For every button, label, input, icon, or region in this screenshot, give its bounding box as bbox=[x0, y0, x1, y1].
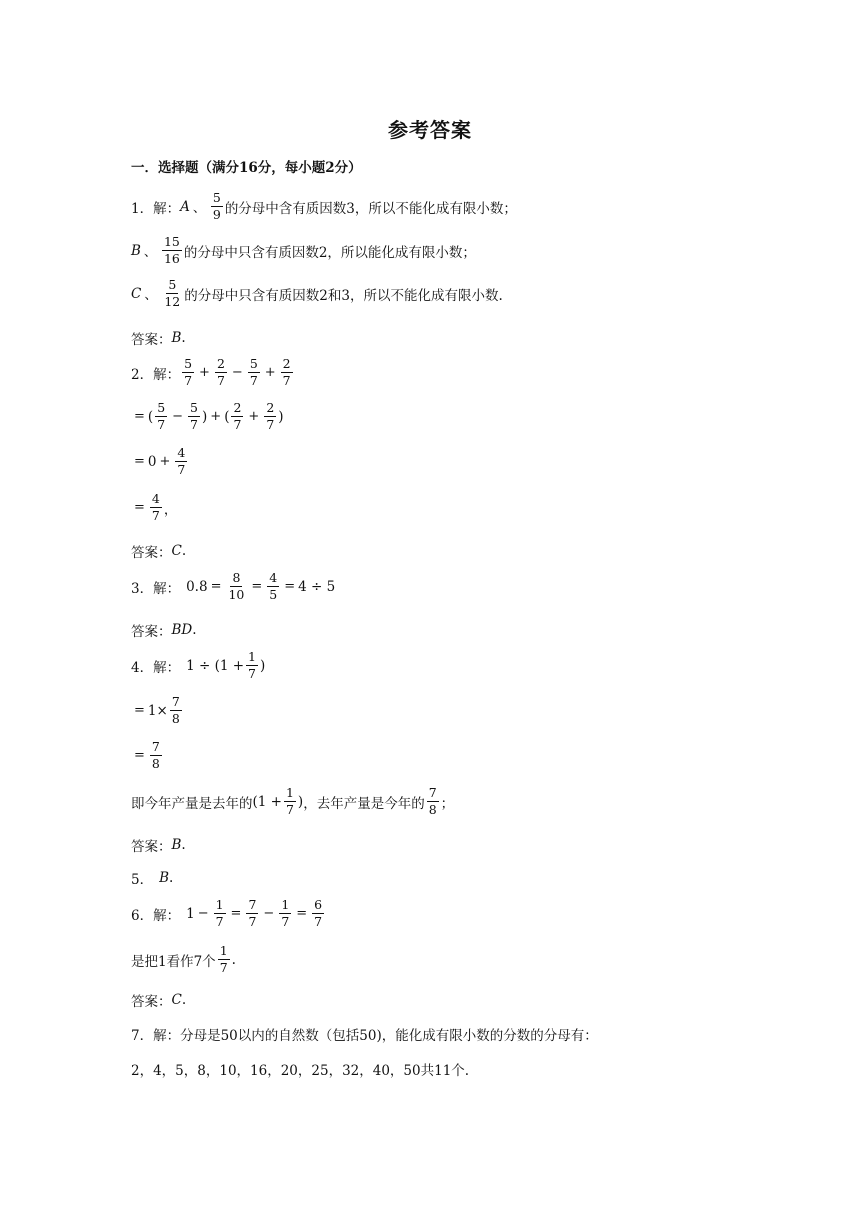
q4-line-2: = 1× $\frac{7}{8}$ bbox=[134, 694, 180, 726]
q7-line-1: 7．解： 分母是50以内的自然数（包括50)，能化成有限小数的分数的分母有： bbox=[131, 1028, 598, 1044]
q4-line-3: = $\frac{7}{8}$ bbox=[134, 739, 160, 771]
fraction: 5 12 bbox=[164, 277, 181, 309]
page-title: 参考答案 bbox=[388, 118, 472, 142]
q2-line-1: 2．解： 5 7 + $\frac{2}{7}$ − $\frac{5}{7}$ + $\frac{2}{7}$ bbox=[131, 356, 291, 388]
section-heading: 一．选择题（满分16分，每小题2分） bbox=[131, 160, 362, 176]
q6-line-1: 6．解： 1 − $\frac{1}{7}$ = $\frac{7}{7}$ − $\frac{1}{7}$ = $\frac{6}{7}$ bbox=[131, 897, 323, 929]
fraction: 5 9 bbox=[212, 190, 221, 222]
q1-answer: 答案： B . bbox=[131, 330, 186, 348]
q4-line-1: 4．解： 1 ÷ (1 + $\frac{1}{7}$ ) bbox=[131, 649, 266, 681]
q6-line-2: 是把1看作7个 1 7 . bbox=[131, 943, 236, 975]
q4-answer: 答案： B . bbox=[131, 837, 186, 855]
fraction: 15 16 bbox=[163, 234, 180, 266]
q4-line-4: 即今年产量是去年的 (1 + $\frac{1}{7}$ ) ，去年产量是今年的 7 8 ； bbox=[131, 785, 455, 817]
q2-line-4: = $\frac{4}{7}$ ， bbox=[134, 491, 178, 523]
q7-line-2: 2，4，5，8，10，16，20，25，32，40，50共11个. bbox=[131, 1063, 470, 1079]
q1-line-a: 1．解： A 、 5 9 的分母中含有质因数3，所以不能化成有限小数； bbox=[131, 190, 517, 222]
q2-answer: 答案： C . bbox=[131, 543, 187, 561]
q5-line: 5． B . bbox=[131, 870, 174, 888]
q1-line-b: B 、 15 16 的分母中只含有质因数2，所以能化成有限小数； bbox=[131, 234, 476, 266]
q3-line-1: 3．解： 0.8 = $\frac{8}{10}$ = $\frac{4}{5}$ = 4 ÷ 5 bbox=[131, 570, 336, 602]
q3-answer: 答案： BD . bbox=[131, 622, 197, 640]
q6-answer: 答案： C . bbox=[131, 992, 187, 1010]
q2-line-2: = ( 5 7 − $\frac{5}{7}$ ) + ( 2 7 + $\frac{2}{7}$ ) bbox=[134, 400, 284, 432]
q1-line-c: C 、 5 12 的分母中只含有质因数2和3，所以不能化成有限小数. bbox=[131, 277, 503, 309]
q2-line-3: = 0 + $\frac{4}{7}$ bbox=[134, 445, 186, 477]
